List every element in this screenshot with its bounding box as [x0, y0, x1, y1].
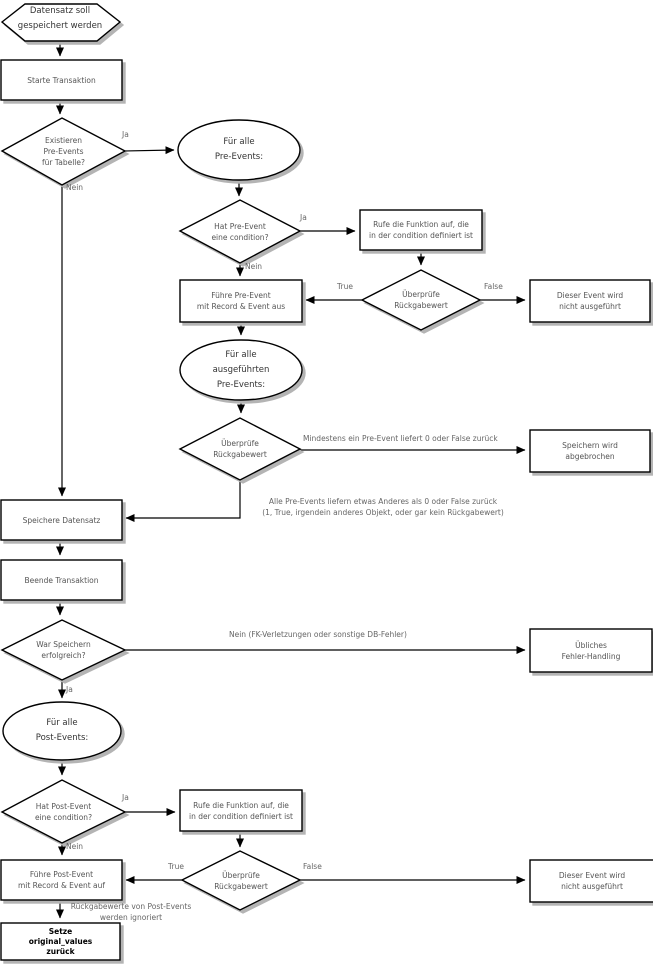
- fuehre-pre-event-label: Führe Pre-Event mit Record & Event aus: [196, 291, 286, 311]
- starte-transaktion-label: Starte Transaktion: [27, 75, 96, 85]
- speichern-abgebrochen-label: Speichern wird abgebrochen: [562, 441, 618, 461]
- rufe-funktion-pre-label: Rufe die Funktion auf, die in der condition definiert ist: [368, 220, 473, 240]
- edge-label-post-ignore: Rückgabewerte von Post-Events werden ignoriert: [70, 902, 192, 922]
- fuer-alle-post-events-label: Für alle Post-Events:: [35, 718, 89, 743]
- fuer-alle-ausgefuehrten-label: Für alle ausgeführten Pre-Events:: [212, 349, 270, 390]
- hat-pre-event-label: Hat Pre-Event eine condition?: [211, 221, 269, 242]
- edge-label-check3-true: True: [168, 862, 184, 871]
- existieren-pre-events-label: Existieren Pre-Events für Tabelle?: [42, 136, 85, 167]
- check-condition-post-label: Überprüfe Rückgabewert: [214, 871, 268, 891]
- edge-check2-ok: [126, 480, 240, 518]
- war-speichern-label: War Speichern erfolgreich?: [36, 640, 91, 660]
- edge-label-exist-nein: Nein: [66, 183, 84, 192]
- check-condition-pre-label: Überprüfe Rückgabewert: [394, 290, 448, 310]
- event-nicht-ausgefuehrt-post-label: Dieser Event wird nicht ausgeführt: [558, 871, 626, 891]
- beende-transaktion-label: Beende Transaktion: [24, 575, 99, 585]
- setze-original-values-label: Setze original_values zurück: [28, 926, 93, 956]
- fuehre-post-event-label: Führe Post-Event mit Record & Event auf: [17, 870, 106, 890]
- start-line-1: Datensatz soll: [29, 5, 91, 16]
- fuer-alle-pre-events-label: Für alle Pre-Events:: [214, 137, 264, 162]
- edge-label-check1-false: False: [484, 282, 503, 291]
- edge-label-hatpre-ja: Ja: [300, 213, 307, 222]
- edge-label-check1-true: True: [337, 282, 353, 291]
- speichere-datensatz-label: Speichere Datensatz: [22, 515, 101, 525]
- check-rueckgabe-pre-label: Überprüfe Rückgabewert: [213, 439, 267, 459]
- edge-label-check3-false: False: [303, 862, 322, 871]
- edge-label-exist-ja: Ja: [122, 130, 129, 139]
- edge-label-hatpre-nein: Nein: [245, 262, 263, 271]
- edge-label-check2-fail: Mindestens ein Pre-Event liefert 0 oder False zurück: [303, 434, 498, 443]
- edge-label-check2-ok: Alle Pre-Events liefern etwas Anderes als 0 oder False zurück (1, True, irgendein anderes Objekt, oder gar kein Rückgabewert): [262, 497, 504, 517]
- edge-label-war-ja: Ja: [66, 685, 73, 694]
- edge-exist-ja: [125, 150, 174, 151]
- edge-label-war-nein: Nein (FK-Verletzungen oder sonstige DB-Fehler): [229, 630, 407, 639]
- edge-label-hatpost-ja: Ja: [122, 793, 129, 802]
- event-nicht-ausgefuehrt-pre-label: Dieser Event wird nicht ausgeführt: [556, 291, 624, 311]
- edge-label-hatpost-nein: Nein: [66, 842, 84, 851]
- rufe-funktion-post-label: Rufe die Funktion auf, die in der condition definiert ist: [188, 800, 293, 821]
- fehler-handling-label: Übliches Fehler-Handling: [561, 640, 621, 661]
- start-hexagon-label: [0, 0, 120, 37]
- hat-post-event-label: Hat Post-Event eine condition?: [34, 801, 93, 822]
- start-line-2: gespeichert werden: [17, 20, 103, 31]
